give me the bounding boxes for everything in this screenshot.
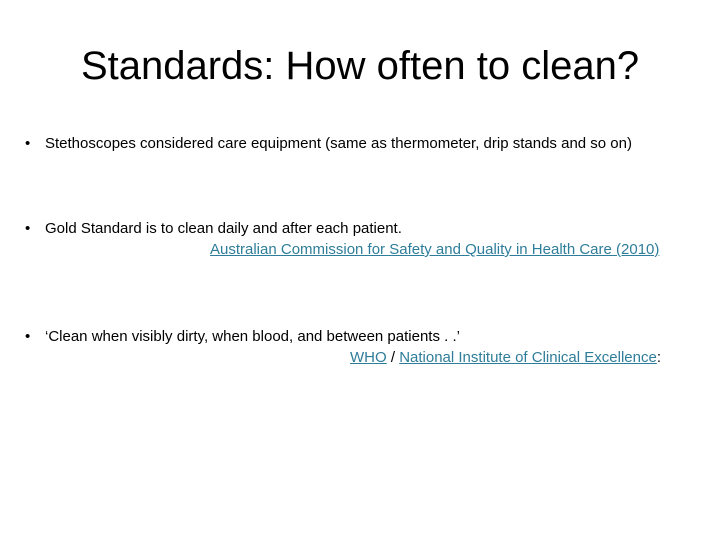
bullet-icon: • [25,328,31,345]
bullet-item-gold-standard [25,218,705,260]
reference-suffix: : [656,349,661,366]
nice-reference-link[interactable]: National Institute of Clinical Excellence [399,349,657,366]
slide-title: Standards: How often to clean? [80,44,640,88]
bullet-item-cleaning-equipment [25,133,705,154]
bullet-text: Gold Standard is to clean daily and after each patient. [45,220,402,237]
reference-separator: / [386,349,400,366]
reference-line [210,239,720,260]
bullet-text: ‘Clean when visibly dirty, when blood, and between patients . .’ [45,328,460,345]
bullet-item-clean-when-dirty [25,326,705,368]
acsqhc-reference-link[interactable]: Australian Commission for Safety and Quality in Health Care (2010) [210,241,660,258]
bullet-text: Stethoscopes considered care equipment (same as thermometer, drip stands and so on) [45,135,632,152]
who-reference-link[interactable]: WHO [350,349,387,366]
bullet-icon: • [25,220,31,237]
reference-line [350,347,720,368]
bullet-icon: • [25,135,31,152]
